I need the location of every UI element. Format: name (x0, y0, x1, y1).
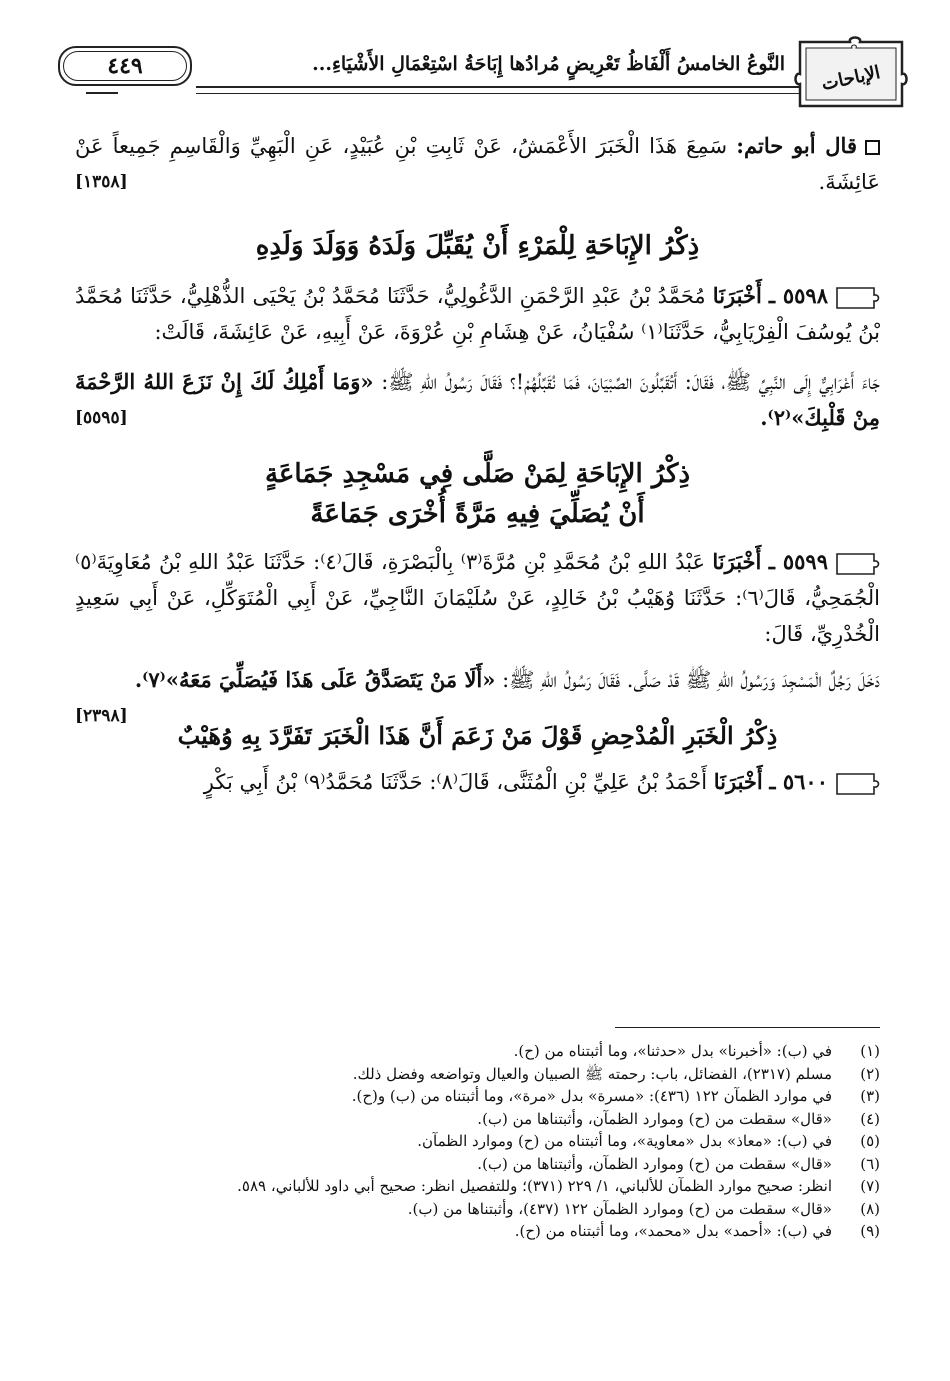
hadith-isnad: أَحْمَدُ بْنُ عَلِيِّ بْنِ الْمُثَنَّى، قَالَ⁽٨⁾: حَدَّثَنَا مُحَمَّدُ⁽٩⁾ بْنُ أَبِي بَكْرٍ (203, 770, 708, 794)
footnote (75, 1040, 880, 1063)
hadith-marker-icon (834, 551, 880, 577)
main-text (75, 128, 880, 800)
footnote-number: (٧) (860, 1177, 880, 1195)
footnote (75, 1085, 880, 1108)
footnote-text: «قال» سقطت من (ح) وموارد الظمآن، وأثبتناها من (ب). (477, 1109, 832, 1128)
footnote-separator (615, 1027, 880, 1028)
paragraph-lead: قال أبو حاتم: (736, 133, 857, 158)
hadith-matn-5599 (75, 662, 880, 726)
page-number: ٤٤٩ (107, 53, 143, 79)
hadith-marker-icon (834, 771, 880, 797)
footnote-number: (٤) (860, 1109, 880, 1128)
footnotes (75, 1040, 880, 1243)
chapter-heading: أَنْ يُصَلِّيَ فِيهِ مَرَّةً أُخْرَى جَمَاعَةً (310, 499, 645, 529)
page-number-box (58, 46, 192, 86)
footnote-number: (٦) (860, 1154, 880, 1173)
footnote (75, 1198, 880, 1221)
running-title: النَّوعُ الخامسُ أَلْفَاظُ تَعْرِيضٍ مُرادُها إِبَاحَةُ اسْتِعْمَالِ الأَشْيَاءِ... (312, 53, 785, 75)
hadith-lead: أَخْبَرَنَا (712, 549, 762, 574)
paragraph-abu-hatim (75, 128, 880, 204)
footnote (75, 1063, 880, 1086)
hadith-number: ٥٦٠٠ ـ (769, 769, 828, 794)
footnote (75, 1175, 880, 1198)
footnote (75, 1130, 880, 1153)
paragraph-text: سَمِعَ هَذَا الْخَبَرَ الأَعْمَشُ، عَنْ ثَابِتِ بْنِ عُبَيْدٍ، عَنِ الْبَهِيِّ وَالْقَاسِمِ جَمِيعاً عَنْ عَائِشَةَ. (75, 134, 880, 194)
footnote-number: (٣) (860, 1087, 880, 1105)
footnote-text: في موارد الظمآن ١٢٢ (٤٣٦): «مسرة» بدل «مرة»، وما أثبتناه من (ب) و(ح). (351, 1087, 832, 1105)
prophet-quote: «أَلَا مَنْ يَتَصَدَّقُ عَلَى هَذَا فَيُصَلِّيَ مَعَهُ»⁽٧⁾. (134, 667, 496, 692)
footnote-text: «قال» سقطت من (ح) وموارد الظمآن ١٢٢ (٤٣٧)، وأثبتناها من (ب). (407, 1199, 832, 1218)
footnote-text: في (ب): «أحمد» بدل «محمد»، وما أثبتناه من (ح). (514, 1222, 832, 1240)
footnote (75, 1153, 880, 1176)
footnote-text: مسلم (٢٣١٧)، الفضائل، باب: رحمته ﷺ الصبيان والعيال وتواضعه وفضل ذلك. (352, 1064, 832, 1083)
section-badge (790, 34, 910, 112)
cross-reference: [٢٣٩٨] (75, 706, 128, 726)
hadith-isnad: مُحَمَّدُ بْنُ عَبْدِ الرَّحْمَنِ الدَّغُولِيُّ، حَدَّثَنَا مُحَمَّدُ بْنُ يَحْيَى الذُّهْلِيُّ، حَدَّثَنَا مُحَمَّدُ بْنُ يُوسُفَ الْفِرْيَابِيُّ، حَدَّثَنَا⁽١⁾ سُفْيَانُ، عَنْ هِشَامِ بْنِ عُرْوَةَ، عَنْ أَبِيهِ، عَنْ عَائِشَةَ، قَالَتْ: (75, 284, 880, 344)
chapter-heading: ذِكْرُ الإِبَاحَةِ لِمَنْ صَلَّى فِي مَسْجِدِ جَمَاعَةٍ (264, 459, 691, 489)
chapter-heading: ذِكْرُ الإِبَاحَةِ لِلْمَرْءِ أَنْ يُقَبِّلَ وَلَدَهُ وَوَلَدَ وَلَدِهِ (255, 231, 700, 261)
footnote-number: (٩) (860, 1222, 880, 1240)
badge-label: الإباحات (819, 62, 883, 95)
matn-text: جَاءَ أَعْرَابِيٌّ إِلَى النَّبِيِّ ﷺ، فَقَالَ: أَتُقَبِّلُونَ الصِّبْيَانَ، فَمَا نُقَبِّلُهُمْ!؟ فَقَالَ رَسُولُ اللهِ ﷺ: (381, 370, 880, 394)
footnote (75, 1108, 880, 1131)
hadith-lead: أَخْبَرَنَا (713, 769, 763, 794)
header-left-rule (86, 84, 118, 94)
square-marker-icon (865, 140, 880, 155)
hadith-matn-5598 (75, 364, 880, 436)
chapter-heading: ذِكْرُ الْخَبَرِ الْمُدْحِضِ قَوْلَ مَنْ زَعَمَ أَنَّ هَذَا الْخَبَرَ تَفَرَّدَ بِهِ وُهَيْبٌ (177, 721, 778, 750)
cross-reference: [٥٥٩٥] (75, 408, 128, 428)
prophet-quote: «وَمَا أَمْلِكُ لَكَ إِنْ نَزَعَ اللهُ الرَّحْمَةَ مِنْ قَلْبِكَ»⁽٢⁾. (75, 369, 880, 430)
footnote-number: (٨) (860, 1199, 880, 1218)
footnote-number: (٢) (860, 1064, 880, 1083)
hadith-5599 (75, 544, 880, 652)
footnote-text: في (ب): «معاذ» بدل «معاوية»، وما أثبتناه من (ح) وموارد الظمآن. (417, 1132, 832, 1150)
footnote-number: (٥) (860, 1132, 880, 1150)
footnote-text: انظر: صحيح موارد الظمآن للألباني، ١/ ٢٢٩ (٣٧١)؛ وللتفصيل انظر: صحيح أبي داود للألباني، ٥٨٩. (237, 1177, 832, 1195)
hadith-5598 (75, 278, 880, 350)
cross-reference: [١٣٥٨] (75, 172, 128, 192)
hadith-5600 (75, 764, 880, 800)
footnote-number: (١) (860, 1042, 880, 1060)
hadith-number: ٥٥٩٨ ـ (768, 283, 828, 308)
header-rule (196, 86, 801, 94)
matn-text: دَخَلَ رَجُلٌ الْمَسْجِدَ وَرَسُولُ اللهِ ﷺ قَدْ صَلَّى. فَقَالَ رَسُولُ اللهِ ﷺ: (502, 668, 880, 692)
hadith-marker-icon (834, 285, 880, 311)
footnote-text: في (ب): «أخبرنا» بدل «حدثنا»، وما أثبتناه من (ح). (513, 1042, 832, 1060)
hadith-number: ٥٥٩٩ ـ (768, 549, 828, 574)
footnote-text: «قال» سقطت من (ح) وموارد الظمآن، وأثبتناها من (ب). (477, 1154, 832, 1173)
hadith-lead: أَخْبَرَنَا (712, 283, 762, 308)
hadith-isnad: عَبْدُ اللهِ بْنُ مُحَمَّدِ بْنِ مُرَّةَ⁽٣⁾ بِالْبَصْرَةِ، قَالَ⁽٤⁾: حَدَّثَنَا عَبْدُ اللهِ بْنُ مُعَاوِيَةَ⁽٥⁾ الْجُمَحِيُّ، قَالَ⁽٦⁾: حَدَّثَنَا وُهَيْبُ بْنُ خَالِدٍ، عَنْ سُلَيْمَانَ النَّاجِيِّ، عَنْ أَبِي الْمُتَوَكِّلِ، عَنْ أَبِي سَعِيدٍ الْخُدْرِيِّ، قَالَ: (75, 550, 881, 646)
footnote (75, 1220, 880, 1243)
